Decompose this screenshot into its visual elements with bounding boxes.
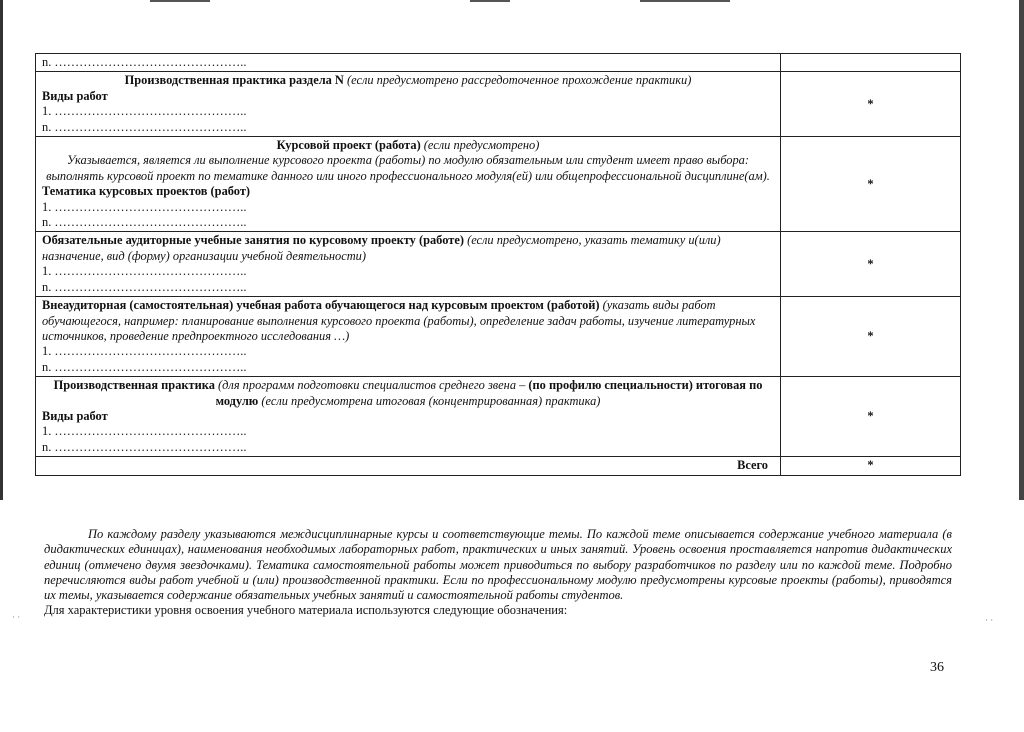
- row-label: Виды работ: [42, 88, 108, 103]
- item-1: 1. ………………………………………..: [42, 104, 247, 119]
- row-heading: Внеаудиторная (самостоятельная) учебная работа обучающегося над курсовым проектом (работой) (указать виды работ обучающегося, например: планирование выполнения курсового проекта (работы), определение задач работы, изучение литературных источников, проведение предпроектного исследования …): [42, 298, 756, 343]
- notes-paragraph: По каждому разделу указываются междисциплинарные курсы и соответствующие темы. По каждой теме описывается содержание учебного материала (в дидактических единицах), наименования необходимых лабораторных работ, практических и иных занятий. Уровень освоения проставляется напротив дидактических единиц (отмечено двумя звездочками). Тематика самостоятельной работы может приводиться по выбору разработчиков по разделу или по каждой теме. Подробно перечисляются виды работ учебной и (или) производственной практики. Если по профессиональному модулю предусмотрены курсовые проекты (работы), приводятся их темы, указывается содержание обязательных учебных занятий и самостоятельной работы студентов.: [44, 527, 952, 603]
- scan-edge-left: [0, 0, 3, 500]
- scan-edge-right: [1019, 0, 1024, 500]
- total-row: [36, 457, 961, 475]
- total-mark: *: [781, 457, 961, 475]
- table-row: [36, 232, 961, 297]
- mark-cell: *: [781, 72, 961, 137]
- table-row: [36, 137, 961, 232]
- mark-cell: *: [781, 137, 961, 232]
- program-table: [35, 53, 961, 476]
- item-1: 1. ………………………………………..: [42, 344, 247, 359]
- row-label: Виды работ: [42, 408, 108, 423]
- notes-line: Для характеристики уровня освоения учебного материала используются следующие обозначения:: [44, 603, 568, 618]
- item-n: n. ………………………………………..: [42, 439, 247, 454]
- mark-cell: *: [781, 232, 961, 297]
- row-heading: Курсовой проект (работа) (если предусмотрено): [276, 138, 540, 153]
- top-row-cell: [36, 54, 781, 72]
- scan-speck: · ·: [12, 612, 21, 622]
- mark-cell: [781, 54, 961, 72]
- scan-dash: [470, 0, 510, 2]
- total-label: Всего: [36, 457, 781, 475]
- content-cell: [36, 297, 781, 377]
- page-number: 36: [930, 660, 944, 675]
- content-cell: [36, 232, 781, 297]
- scan-dash: [640, 0, 730, 2]
- content-cell: [36, 137, 781, 232]
- row-label: Тематика курсовых проектов (работ): [42, 184, 251, 199]
- scan-dash: [150, 0, 210, 2]
- table-row: [36, 297, 961, 377]
- item-1: 1. ………………………………………..: [42, 424, 247, 439]
- item-n: n. ………………………………………..: [42, 279, 247, 294]
- mark-cell: *: [781, 297, 961, 377]
- table-row: [36, 72, 961, 137]
- scan-speck: · ·: [985, 615, 994, 625]
- item-n: n. ………………………………………..: [42, 215, 247, 230]
- item-n: n. ………………………………………..: [42, 55, 247, 69]
- item-n: n. ………………………………………..: [42, 119, 247, 134]
- row-heading: Производственная практика (для программ подготовки специалистов среднего звена – (по профилю специальности) итоговая по модулю (если предусмотрена итоговая (концентрированная) практика): [53, 378, 763, 408]
- table-row: [36, 377, 961, 457]
- content-cell: [36, 377, 781, 457]
- notes-block: [44, 527, 952, 619]
- mark-cell: *: [781, 377, 961, 457]
- row-heading: Обязательные аудиторные учебные занятия по курсовому проекту (работе) (если предусмотрено, указать тематику и(или) назначение, вид (форму) организации учебной деятельности): [42, 233, 721, 263]
- item-1: 1. ………………………………………..: [42, 199, 247, 214]
- content-cell: [36, 72, 781, 137]
- row-heading: Производственная практика раздела N (если предусмотрено рассредоточенное прохождение практики): [124, 73, 692, 88]
- item-n: n. ………………………………………..: [42, 359, 247, 374]
- row-description: Указывается, является ли выполнение курсового проекта (работы) по модулю обязательным или студент имеет право выбора: выполнять курсовой проект по тематике данного или иного профессионального модуля(ей) или общепрофессиональной дисциплине(ам).: [46, 153, 770, 183]
- item-1: 1. ………………………………………..: [42, 264, 247, 279]
- table-row: [36, 54, 961, 72]
